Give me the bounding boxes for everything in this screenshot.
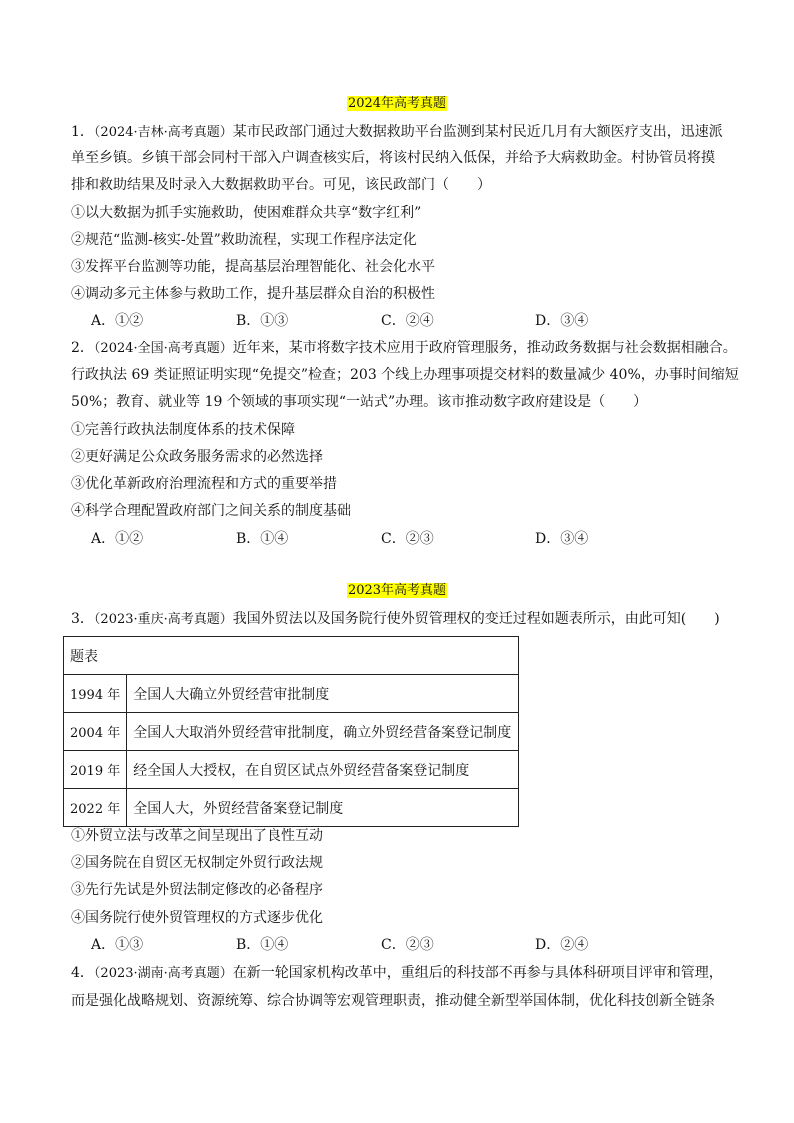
table-row bbox=[64, 675, 519, 713]
q1-stem-line-1: 1．（2024·吉林·高考真题）某市民政部门通过大数据救助平台监测到某村民近几月有大额医疗支出，迅速派 bbox=[71, 124, 723, 140]
q1-item-1: ①以大数据为抓手实施救助，使困难群众共享“数字红利” bbox=[71, 205, 422, 221]
q1-option-d: D．③④ bbox=[535, 313, 589, 329]
q3-option-d: D．②④ bbox=[535, 937, 589, 953]
q1-item-2: ②规范“监测-核实-处置”救助流程，实现工作程序法定化 bbox=[71, 232, 417, 248]
table-caption-row bbox=[64, 637, 519, 675]
q2-option-a: A．①② bbox=[91, 531, 144, 547]
table-row bbox=[64, 713, 519, 751]
table-year: 2004 年 bbox=[64, 713, 127, 751]
table-row bbox=[64, 751, 519, 789]
q2-item-3: ③优化革新政府治理流程和方式的重要举措 bbox=[71, 476, 337, 492]
q3-option-c: C．②③ bbox=[381, 937, 434, 953]
q3-options bbox=[91, 935, 731, 955]
q3-item-4: ④国务院行使外贸管理权的方式逐步优化 bbox=[71, 910, 323, 926]
section-title-2024: 2024年高考真题 bbox=[347, 96, 447, 111]
q3-stem-line-1: 3．（2023·重庆·高考真题）我国外贸法以及国务院行使外贸管理权的变迁过程如题表所示，由此可知( ) bbox=[71, 611, 720, 627]
q1-item-3: ③发挥平台监测等功能，提高基层治理智能化、社会化水平 bbox=[71, 259, 435, 275]
table-year: 1994 年 bbox=[64, 675, 127, 713]
q2-options bbox=[91, 529, 731, 549]
q2-stem-line-2: 行政执法 69 类证照证明实现“免提交”检查；203 个线上办理事项提交材料的数量减少 40%，办事时间缩短 bbox=[71, 367, 739, 383]
q1-stem-line-2: 单至乡镇。乡镇干部会同村干部入户调查核实后，将该村民纳入低保，并给予大病救助金。村协管员将摸 bbox=[71, 150, 715, 166]
q1-stem-line-3: 排和救助结果及时录入大数据救助平台。可见，该民政部门（ ） bbox=[71, 177, 491, 193]
q2-option-d: D．③④ bbox=[535, 531, 589, 547]
q3-table bbox=[63, 636, 519, 827]
q1-option-c: C．②④ bbox=[381, 313, 434, 329]
q2-option-c: C．②③ bbox=[381, 531, 434, 547]
table-year: 2022 年 bbox=[64, 789, 127, 827]
q2-stem-line-3: 50%；教育、就业等 19 个领域的事项实现“一站式”办理。该市推动数字政府建设是（ ） bbox=[71, 394, 648, 410]
q3-option-b: B．①④ bbox=[236, 937, 289, 953]
table-row bbox=[64, 789, 519, 827]
q2-stem-line-1: 2．（2024·全国·高考真题）近年来，某市将数字技术应用于政府管理服务，推动政务数据与社会数据相融合。 bbox=[71, 340, 737, 356]
table-event: 全国人大，外贸经营备案登记制度 bbox=[127, 789, 519, 827]
q2-item-2: ②更好满足公众政务服务需求的必然选择 bbox=[71, 449, 323, 465]
q1-option-b: B．①③ bbox=[236, 313, 289, 329]
q3-item-2: ②国务院在自贸区无权制定外贸行政法规 bbox=[71, 855, 323, 871]
q2-item-1: ①完善行政执法制度体系的技术保障 bbox=[71, 422, 295, 438]
table-caption: 题表 bbox=[64, 637, 519, 675]
q1-options bbox=[91, 311, 731, 331]
table-event: 全国人大取消外贸经营审批制度，确立外贸经营备案登记制度 bbox=[127, 713, 519, 751]
table-event: 经全国人大授权，在自贸区试点外贸经营备案登记制度 bbox=[127, 751, 519, 789]
table-year: 2019 年 bbox=[64, 751, 127, 789]
q1-item-4: ④调动多元主体参与救助工作，提升基层群众自治的积极性 bbox=[71, 286, 435, 302]
q3-option-a: A．①③ bbox=[91, 937, 144, 953]
section-title-2023: 2023年高考真题 bbox=[347, 583, 447, 598]
q3-item-3: ③先行先试是外贸法制定修改的必备程序 bbox=[71, 882, 323, 898]
q3-item-1: ①外贸立法与改革之间呈现出了良性互动 bbox=[71, 828, 323, 844]
q2-option-b: B．①④ bbox=[236, 531, 289, 547]
table-event: 全国人大确立外贸经营审批制度 bbox=[127, 675, 519, 713]
q2-item-4: ④科学合理配置政府部门之间关系的制度基础 bbox=[71, 503, 351, 519]
q1-option-a: A．①② bbox=[91, 313, 144, 329]
q4-stem-line-1: 4．（2023·湖南·高考真题）在新一轮国家机构改革中，重组后的科技部不再参与具体科研项目评审和管理， bbox=[71, 965, 723, 981]
q4-stem-line-2: 而是强化战略规划、资源统筹、综合协调等宏观管理职责，推动健全新型举国体制，优化科技创新全链条 bbox=[71, 993, 715, 1009]
